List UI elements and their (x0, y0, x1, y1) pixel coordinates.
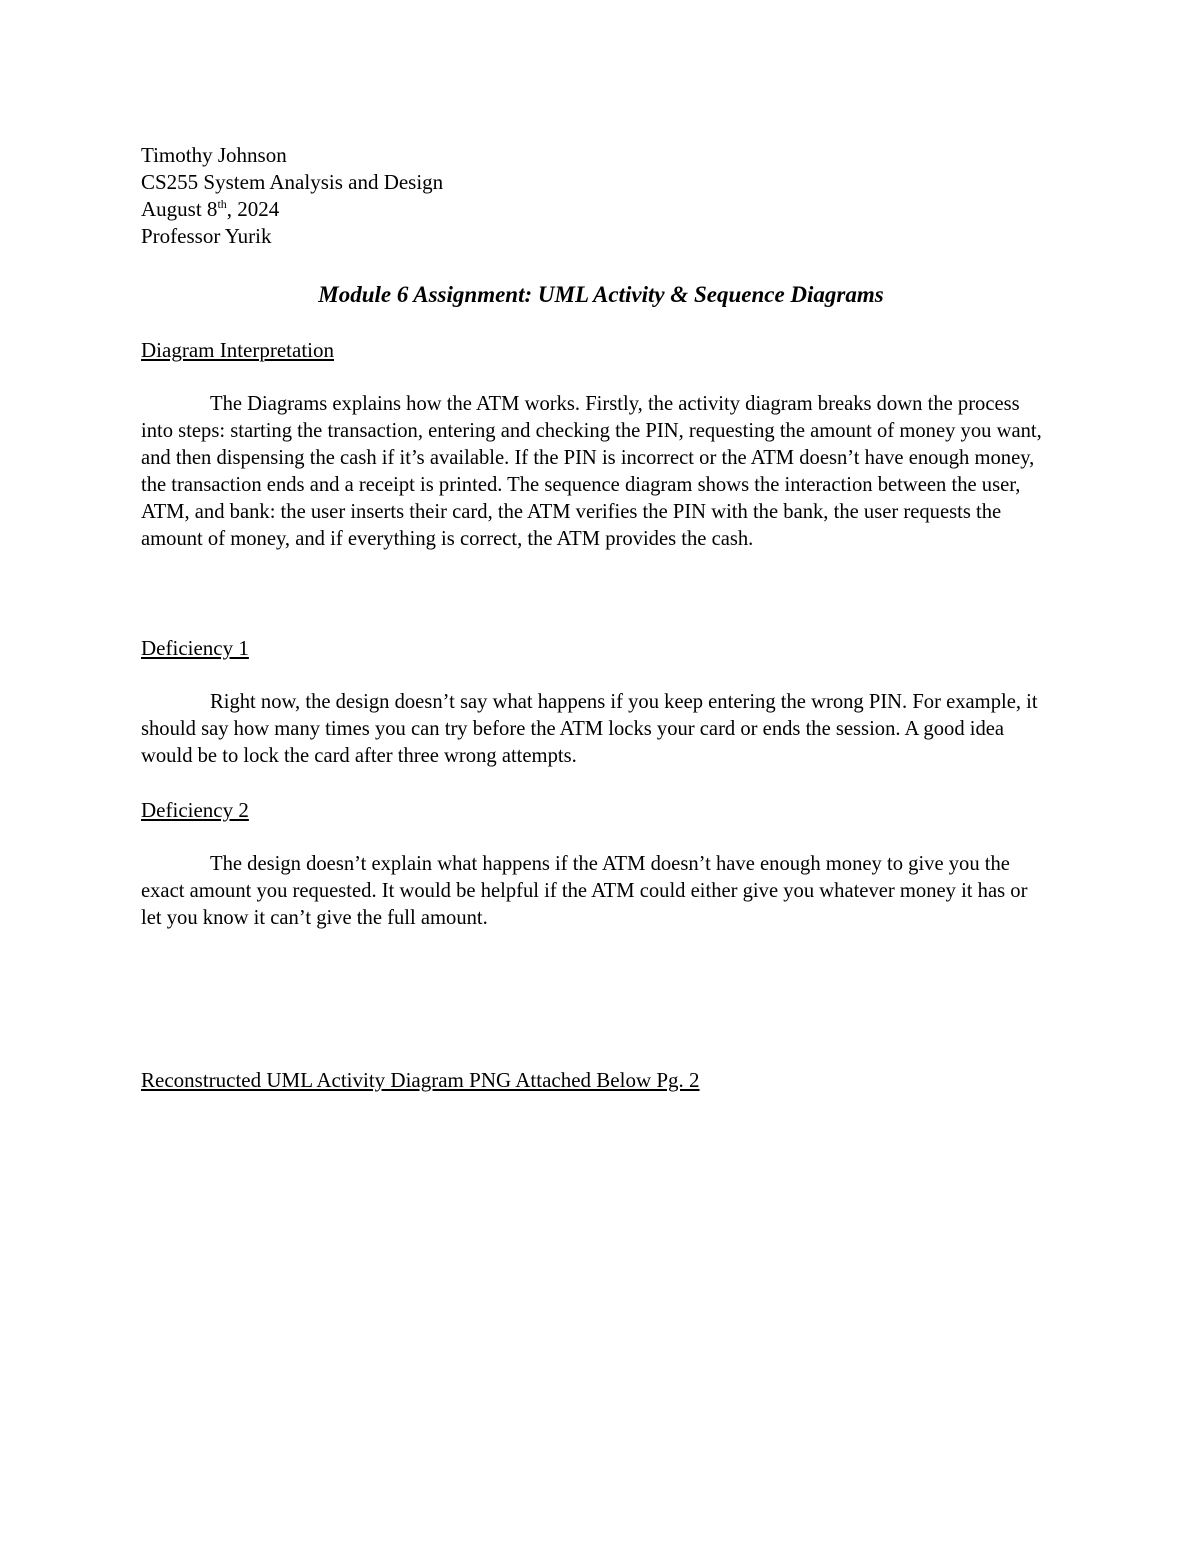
paragraph-text: Right now, the design doesn’t say what happens if you keep entering the wrong PIN. For example, it should say how many times you can try before the ATM locks your card or ends the session. A good idea would be to lock the card after three wrong attempts. (141, 691, 1038, 767)
date-suffix: th (217, 197, 227, 211)
section-body-interpretation (141, 391, 1051, 553)
date-month-day: August 8 (141, 197, 218, 221)
section-heading-interpretation: Diagram Interpretation (141, 338, 334, 362)
page-title: Module 6 Assignment: UML Activity & Sequence Diagrams (318, 282, 884, 307)
course-name: CS255 System Analysis and Design (141, 170, 444, 194)
section-body-deficiency-2 (141, 851, 1051, 932)
section-heading-deficiency-2: Deficiency 2 (141, 798, 249, 822)
professor-name: Professor Yurik (141, 224, 272, 248)
section-heading-deficiency-1: Deficiency 1 (141, 636, 249, 660)
paragraph-text: The Diagrams explains how the ATM works. Firstly, the activity diagram breaks down the process into steps: starting the transaction, entering and checking the PIN, requesting the amount of money you want, and then dispensing the cash if it’s available. If the PIN is incorrect or the ATM doesn’t have enough money, the transaction ends and a receipt is printed. The sequence diagram shows the interaction between the user, ATM, and bank: the user inserts their card, the ATM verifies the PIN with the bank, the user requests the amount of money, and if everything is correct, the ATM provides the cash. (141, 393, 1042, 550)
date-year: , 2024 (226, 197, 280, 221)
paragraph-text: The design doesn’t explain what happens if the ATM doesn’t have enough money to give you the exact amount you requested. It would be helpful if the ATM could either give you whatever money it has or let you know it can’t give the full amount. (141, 853, 1028, 929)
header-block (141, 142, 443, 250)
author-name: Timothy Johnson (141, 143, 287, 167)
section-body-deficiency-1 (141, 689, 1051, 770)
date (141, 196, 443, 223)
attachment-note: Reconstructed UML Activity Diagram PNG Attached Below Pg. 2 (141, 1068, 700, 1092)
